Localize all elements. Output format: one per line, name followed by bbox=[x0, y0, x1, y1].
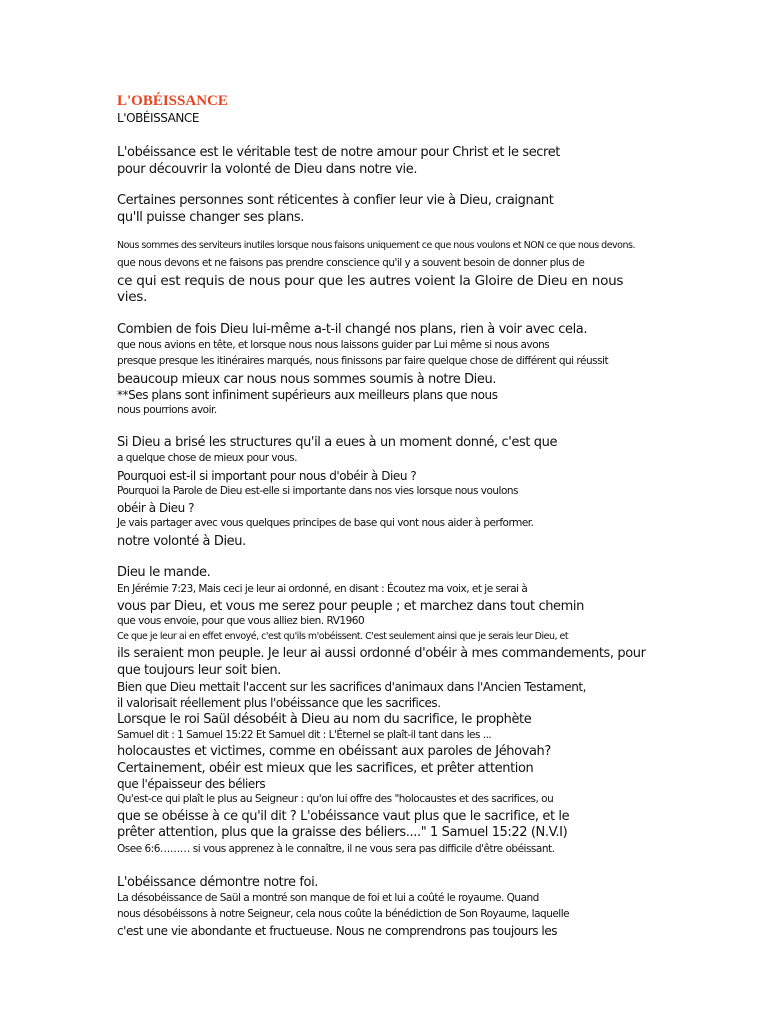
text-line: ils seraient mon peuple. Je leur ai aussi ordonné d'obéir à mes commandements, pour bbox=[117, 646, 646, 661]
text-line: Je vais partager avec vous quelques principes de base qui vont nous aider à performer. bbox=[117, 517, 534, 529]
text-line: Certaines personnes sont réticentes à confier leur vie à Dieu, craignant bbox=[117, 193, 554, 208]
text-line: il valorisait réellement plus l'obéissance que les sacrifices. bbox=[117, 696, 441, 710]
text-line: La désobéissance de Saül a montré son manque de foi et lui a coûté le royaume. Quand bbox=[117, 892, 539, 904]
text-line: Nous sommes des serviteurs inutiles lorsque nous faisons uniquement ce que nous voulons et NON ce que nous devons. bbox=[117, 240, 635, 251]
text-line: Bien que Dieu mettait l'accent sur les sacrifices d'animaux dans l'Ancien Testament, bbox=[117, 680, 586, 694]
text-line: presque presque les itinéraires marqués, nous finissons par faire quelque chose de différent qui réussit bbox=[117, 355, 609, 367]
text-line: L'obéissance est le véritable test de notre amour pour Christ et le secret bbox=[117, 145, 561, 160]
text-line: nous pourrions avoir. bbox=[117, 404, 217, 416]
text-line: Ce que je leur ai en effet envoyé, c'est qu'ils m'obéissent. C'est seulement ainsi que je serais leur Dieu, et bbox=[117, 631, 569, 642]
section-heading: Dieu le mande. bbox=[117, 565, 211, 580]
text-line: Osee 6:6……… si vous apprenez à le connaître, il ne vous sera pas difficile d'être obéissant. bbox=[117, 843, 555, 855]
text-line: Combien de fois Dieu lui-même a-t-il changé nos plans, rien à voir avec cela. bbox=[117, 322, 588, 337]
text-line: prêter attention, plus que la graisse des béliers...." 1 Samuel 15:22 (N.V.I) bbox=[117, 825, 568, 840]
text-line: que vous envoie, pour que vous alliez bien. RV1960 bbox=[117, 615, 365, 627]
text-line: vies. bbox=[117, 289, 148, 305]
text-line: que nous devons et ne faisons pas prendre conscience qu'il y a souvent besoin de donner plus de bbox=[117, 257, 585, 269]
text-line: pour découvrir la volonté de Dieu dans notre vie. bbox=[117, 162, 418, 177]
text-line: En Jérémie 7:23, Mais ceci je leur ai ordonné, en disant : Écoutez ma voix, et je serai à bbox=[117, 583, 528, 595]
text-line: que nous avions en tête, et lorsque nous nous laissons guider par Lui même si nous avons bbox=[117, 339, 550, 351]
document-title: L'OBÉISSANCE bbox=[117, 93, 228, 109]
text-line: Pourquoi est-il si important pour nous d'obéir à Dieu ? bbox=[117, 469, 417, 483]
text-line: c'est une vie abondante et fructueuse. Nous ne comprendrons pas toujours les bbox=[117, 924, 558, 938]
text-line: a quelque chose de mieux pour vous. bbox=[117, 452, 297, 464]
text-line: Lorsque le roi Saül désobéit à Dieu au nom du sacrifice, le prophète bbox=[117, 712, 532, 727]
text-line: Si Dieu a brisé les structures qu'il a eues à un moment donné, c'est que bbox=[117, 435, 558, 450]
text-line: beaucoup mieux car nous nous sommes soumis à notre Dieu. bbox=[117, 372, 497, 387]
text-line: que toujours leur soit bien. bbox=[117, 663, 281, 678]
text-line: que se obéisse à ce qu'il dit ? L'obéissance vaut plus que le sacrifice, et le bbox=[117, 809, 570, 824]
text-line: **Ses plans sont infiniment supérieurs aux meilleurs plans que nous bbox=[117, 388, 498, 402]
text-line: que l'épaisseur des béliers bbox=[117, 777, 266, 791]
document-subtitle: L'OBÉISSANCE bbox=[117, 111, 199, 125]
text-line: Samuel dit : 1 Samuel 15:22 Et Samuel dit : L'Éternel se plaît-il tant dans les ... bbox=[117, 729, 492, 741]
text-line: holocaustes et victimes, comme en obéissant aux paroles de Jéhovah? bbox=[117, 744, 551, 759]
text-line: Certainement, obéir est mieux que les sacrifices, et prêter attention bbox=[117, 761, 534, 776]
text-line: qu'Il puisse changer ses plans. bbox=[117, 210, 304, 225]
text-line: nous désobéissons à notre Seigneur, cela nous coûte la bénédiction de Son Royaume, laquelle bbox=[117, 908, 570, 920]
text-line: ce qui est requis de nous pour que les autres voient la Gloire de Dieu en nous bbox=[117, 273, 624, 289]
section-heading: L'obéissance démontre notre foi. bbox=[117, 875, 319, 890]
text-line: obéir à Dieu ? bbox=[117, 501, 195, 515]
text-line: notre volonté à Dieu. bbox=[117, 534, 246, 549]
text-line: vous par Dieu, et vous me serez pour peuple ; et marchez dans tout chemin bbox=[117, 599, 584, 614]
text-line: Pourquoi la Parole de Dieu est-elle si importante dans nos vies lorsque nous voulons bbox=[117, 485, 519, 497]
text-line: Qu'est-ce qui plaît le plus au Seigneur : qu'on lui offre des "holocaustes et des sacrifices, ou bbox=[117, 793, 554, 805]
